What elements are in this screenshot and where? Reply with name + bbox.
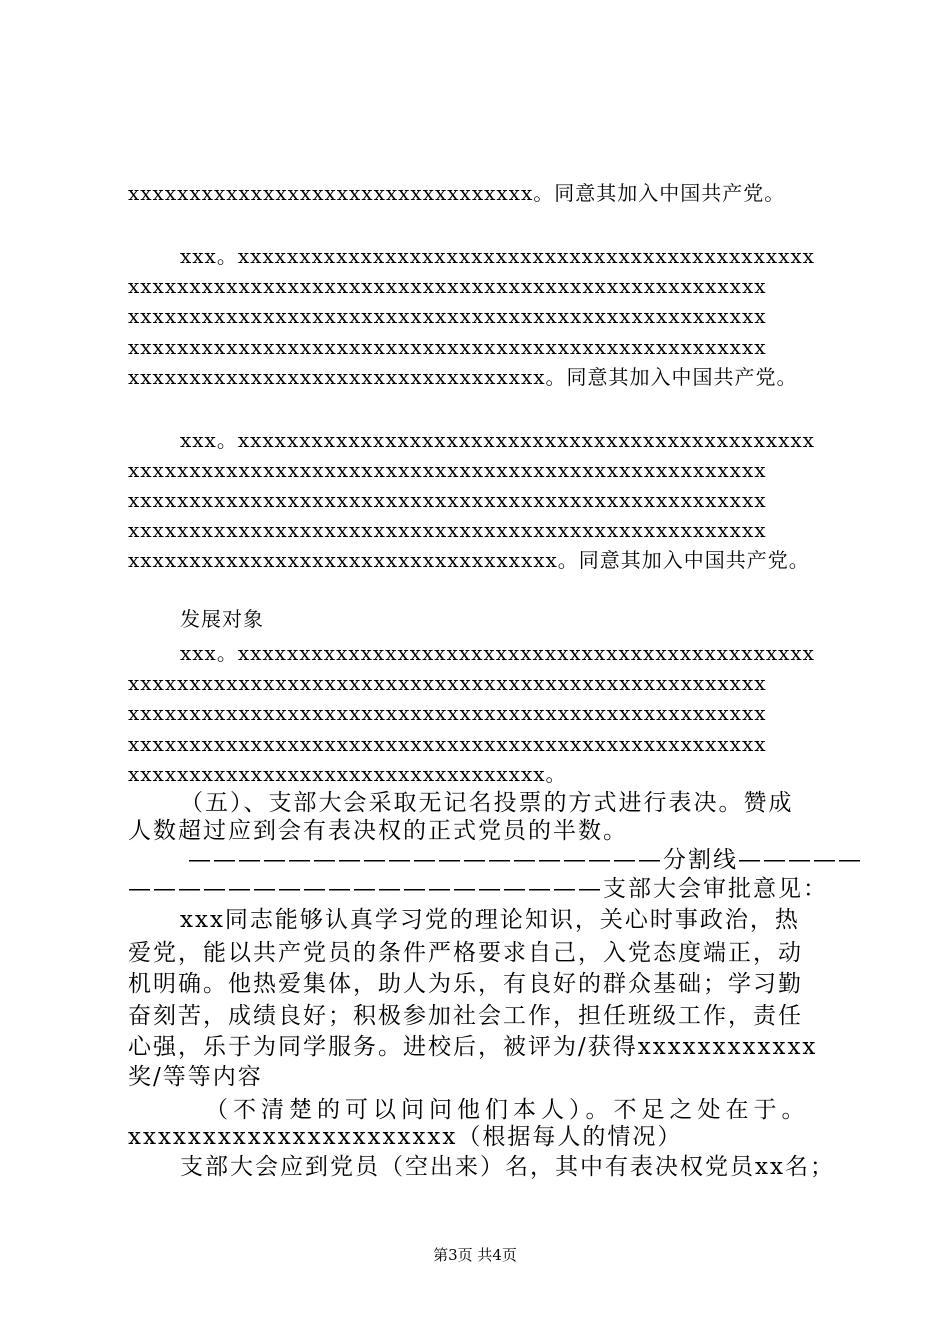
text-line-28: （不清楚的可以问问他们本人）。不足之处在于。: [205, 1097, 810, 1123]
page-number: 第3页 共4页: [433, 1246, 517, 1264]
text-line-19: 人数超过应到会有表决权的正式党员的半数。: [128, 818, 628, 844]
text-line-11: xxxxxxxxxxxxxxxxxxxxxxxxxxxxxxxxxxx。同意其加入中国共产党。: [128, 548, 810, 572]
text-line-17: xxxxxxxxxxxxxxxxxxxxxxxxxxxxxxxxxx。: [128, 762, 567, 786]
text-line-26: 心强，乐于为同学服务。进校后，被评为/获得xxxxxxxxxxxx: [128, 1034, 818, 1060]
text-line-30: 支部大会应到党员（空出来）名，其中有表决权党员xx名；: [180, 1154, 835, 1180]
text-line-13: xxx。xxxxxxxxxxxxxxxxxxxxxxxxxxxxxxxxxxxxxxxxxxxxxxx: [180, 641, 815, 665]
text-line-22: xxx同志能够认真学习党的理论知识，关心时事政治，热: [180, 907, 800, 933]
text-line-29: xxxxxxxxxxxxxxxxxxxxxx（根据每人的情况）: [128, 1124, 683, 1150]
text-line-1: xxxxxxxxxxxxxxxxxxxxxxxxxxxxxxxxx。同意其加入中国共产党。: [128, 181, 786, 205]
text-line-8: xxxxxxxxxxxxxxxxxxxxxxxxxxxxxxxxxxxxxxxxxxxxxxxxxxxx: [128, 458, 767, 482]
section-heading: 发展对象: [180, 607, 264, 631]
text-line-3: xxxxxxxxxxxxxxxxxxxxxxxxxxxxxxxxxxxxxxxxxxxxxxxxxxxx: [128, 274, 767, 298]
text-line-7: xxx。xxxxxxxxxxxxxxxxxxxxxxxxxxxxxxxxxxxxxxxxxxxxxxx: [180, 428, 815, 452]
approval-heading: ———————————————————支部大会审批意见：: [128, 876, 828, 902]
text-line-6: xxxxxxxxxxxxxxxxxxxxxxxxxxxxxxxxxx。同意其加入中国共产党。: [128, 365, 798, 389]
text-line-24: 机明确。他热爱集体，助人为乐，有良好的群众基础；学习勤: [128, 971, 803, 997]
text-line-4: xxxxxxxxxxxxxxxxxxxxxxxxxxxxxxxxxxxxxxxxxxxxxxxxxxxx: [128, 304, 767, 328]
text-line-23: 爱党，能以共产党员的条件严格要求自己，入党态度端正，动: [128, 940, 803, 966]
text-line-5: xxxxxxxxxxxxxxxxxxxxxxxxxxxxxxxxxxxxxxxxxxxxxxxxxxxx: [128, 335, 767, 359]
text-line-9: xxxxxxxxxxxxxxxxxxxxxxxxxxxxxxxxxxxxxxxxxxxxxxxxxxxx: [128, 488, 767, 512]
text-line-27: 奖/等等内容: [128, 1064, 263, 1090]
text-line-16: xxxxxxxxxxxxxxxxxxxxxxxxxxxxxxxxxxxxxxxxxxxxxxxxxxxx: [128, 732, 767, 756]
text-line-2: xxx。xxxxxxxxxxxxxxxxxxxxxxxxxxxxxxxxxxxxxxxxxxxxxxx: [180, 244, 815, 268]
text-line-18: （五）、支部大会采取无记名投票的方式进行表决。赞成: [180, 790, 794, 816]
text-line-10: xxxxxxxxxxxxxxxxxxxxxxxxxxxxxxxxxxxxxxxxxxxxxxxxxxxx: [128, 518, 767, 542]
text-line-15: xxxxxxxxxxxxxxxxxxxxxxxxxxxxxxxxxxxxxxxxxxxxxxxxxxxx: [128, 701, 767, 725]
text-line-14: xxxxxxxxxxxxxxxxxxxxxxxxxxxxxxxxxxxxxxxxxxxxxxxxxxxx: [128, 671, 767, 695]
divider-line: ———————————————————分割线—————: [188, 847, 863, 873]
text-line-25: 奋刻苦，成绩良好；积极参加社会工作，担任班级工作，责任: [128, 1003, 803, 1029]
